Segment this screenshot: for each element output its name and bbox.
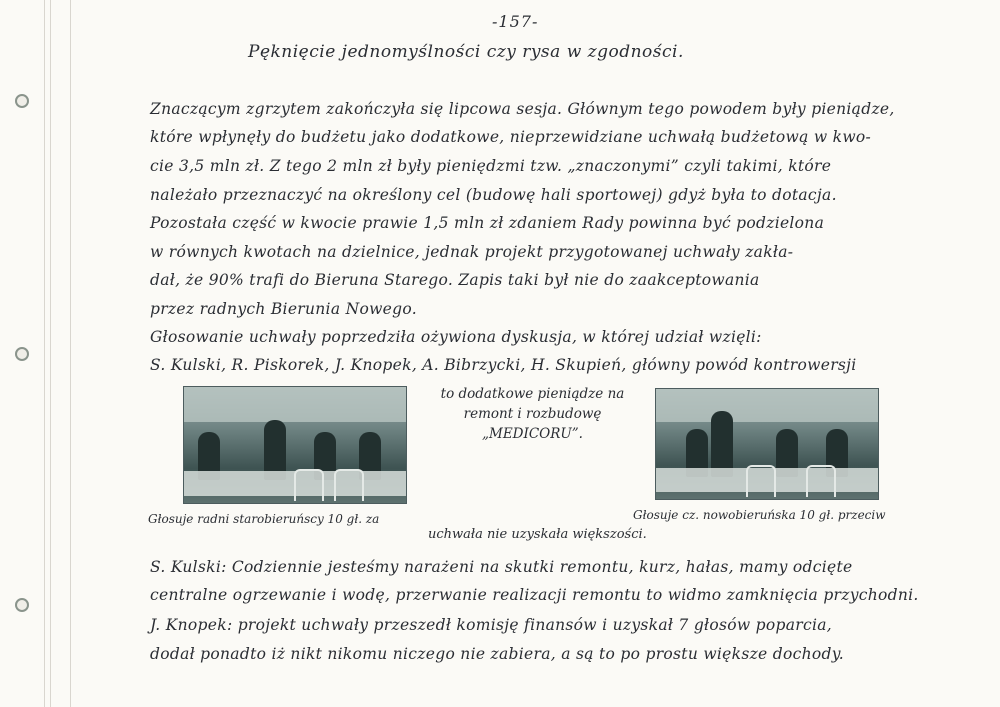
paragraph-line: dodał ponadto iż nikt nikomu niczego nie zabiera, a są to po prostu większe dochody. [150,645,844,663]
paragraph-line: Głosowanie uchwały poprzedziła ożywiona dyskusja, w której udział wzięli: [150,328,762,346]
binder-hole [15,347,29,361]
vote-result: uchwała nie uzyskała większości. [428,527,647,542]
paragraph-line: należało przeznaczyć na określony cel (budowę hali sportowej) gdyż była to dotacja. [150,186,837,204]
paragraph-line: Znaczącym zgrzytem zakończyła się lipcowa sesja. Głównym tego powodem były pieniądze, [150,100,895,118]
center-note-line: „MEDICORU”. [482,426,583,442]
photo-caption-left: Głosuje radni starobieruńscy 10 gł. za [148,512,380,526]
paragraph-line: dał, że 90% trafi do Bieruna Starego. Zapis taki był nie do zaakceptowania [150,271,760,289]
margin-rule [70,0,71,707]
paragraph-line: S. Kulski: Codziennie jesteśmy narażeni na skutki remontu, kurz, hałas, mamy odcięte [150,558,853,576]
voting-photo-right [655,388,879,500]
center-note-line: to dodatkowe pieniądze na [440,386,625,402]
photo-wall [656,389,878,422]
paragraph-line: cie 3,5 mln zł. Z tego 2 mln zł były pieniędzmi tzw. „znaczonymi” czyli takimi, które [150,157,832,175]
photo-chair [294,469,324,501]
binder-hole [15,598,29,612]
margin-rule [50,0,51,707]
paragraph-line: w równych kwotach na dzielnice, jednak projekt przygotowanej uchwały zakła- [150,243,794,261]
photo-figure [711,411,733,477]
binder-hole [15,94,29,108]
voting-photo-left [183,386,407,504]
photo-chair [334,469,364,501]
paragraph-line: centralne ogrzewanie i wodę, przerwanie realizacji remontu to widmo zamknięcia przychodni. [150,586,919,604]
page-number: -157- [492,12,539,31]
paragraph-line: J. Knopek: projekt uchwały przeszedł komisję finansów i uzyskał 7 głosów poparcia, [150,616,833,634]
paragraph-line: Pozostała część w kwocie prawie 1,5 mln zł zdaniem Rady powinna być podzielona [150,214,825,232]
page-title: Pęknięcie jednomyślności czy rysa w zgodności. [248,42,684,62]
photo-caption-right: Głosuje cz. nowobieruńska 10 gł. przeciw [633,508,886,522]
center-note-line: remont i rozbudowę [463,406,602,422]
photo-chair [746,465,776,497]
paragraph-line: S. Kulski, R. Piskorek, J. Knopek, A. Bibrzycki, H. Skupień, główny powód kontrowersji [150,356,857,374]
paragraph-line: które wpłynęły do budżetu jako dodatkowe, nieprzewidziane uchwałą budżetową w kwo- [150,128,872,146]
photo-wall [184,387,406,422]
photo-chair [806,465,836,497]
margin-rule [44,0,45,707]
paragraph-line: przez radnych Bierunia Nowego. [150,300,417,318]
